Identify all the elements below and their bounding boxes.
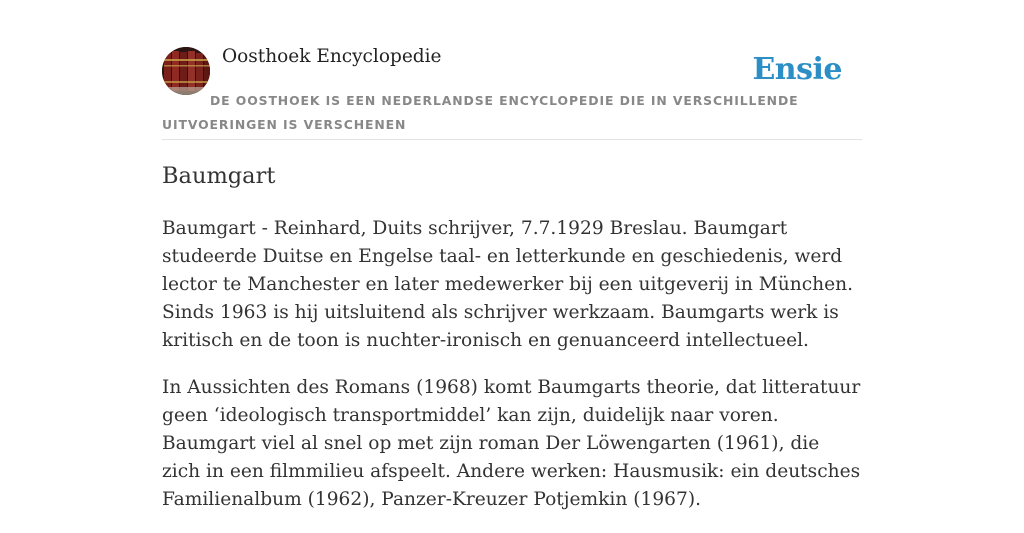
book-spines-icon bbox=[162, 47, 210, 95]
article-title: Baumgart bbox=[162, 163, 276, 189]
page bbox=[162, 0, 862, 512]
brand-logo[interactable]: Ensie bbox=[752, 52, 842, 87]
header-divider bbox=[162, 139, 862, 140]
avatar[interactable] bbox=[162, 47, 210, 95]
article-paragraph: Baumgart - Reinhard, Duits schrijver, 7.7.1929 Breslau. Baumgart studeerde Duitse en Engelse taal- en letterkunde en geschiedenis, werd lector te Manchester en later medewerker bij een uitgeverij in München. Sinds 1963 is hij uitsluitend als schrijver werkzaam. Baumgarts werk is kritisch en de toon is nuchter-ironisch en genuanceerd intellectueel. bbox=[162, 218, 853, 351]
article-body bbox=[162, 215, 862, 533]
source-subtitle: DE OOSTHOEK IS EEN NEDERLANDSE ENCYCLOPEDIE DIE IN VERSCHILLENDE UITVOERINGEN IS VERSCHENEN bbox=[162, 93, 799, 132]
article-paragraph: In Aussichten des Romans (1968) komt Baumgarts theorie, dat litteratuur geen ‘ideologisch transportmiddel’ kan zijn, duidelijk naar voren. Baumgart viel al snel op met zijn roman Der Löwengarten (1961), die zich in een filmmilieu afspeelt. Andere werken: Hausmusik: ein deutsches Familienalbum (1962), Panzer-Kreuzer Potjemkin (1967). bbox=[162, 377, 861, 510]
source-title[interactable]: Oosthoek Encyclopedie bbox=[222, 46, 442, 67]
